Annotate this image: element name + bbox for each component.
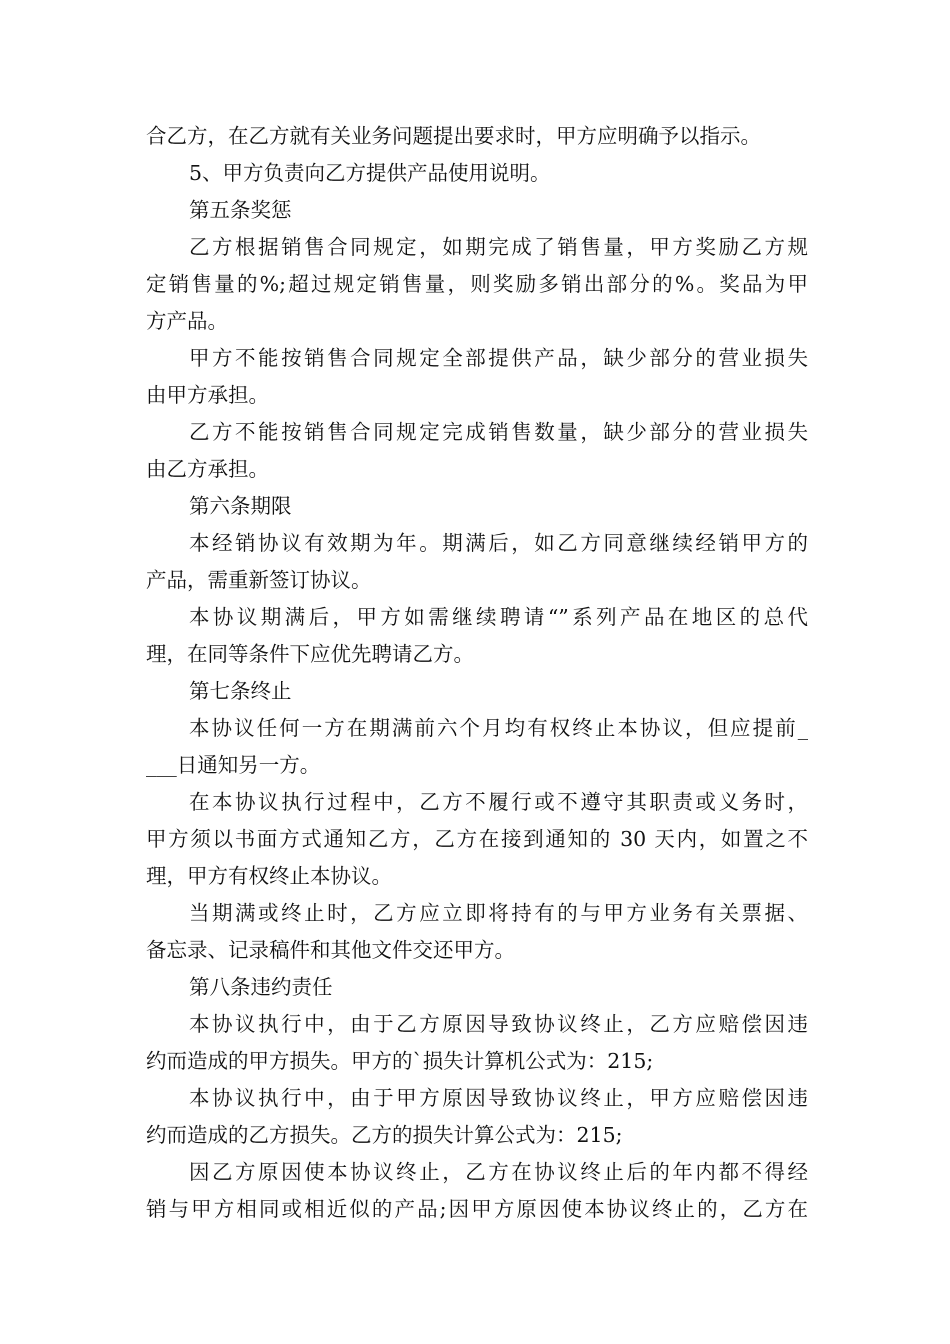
text-line: 由甲方承担。 <box>146 383 269 407</box>
text-line: 方产品。 <box>146 309 228 333</box>
text-line: 理，在同等条件下应优先聘请乙方。 <box>146 642 474 666</box>
text-line: 由乙方承担。 <box>146 457 269 481</box>
text-line: 本经销协议有效期为年。期满后，如乙方同意继续经销甲方的 <box>189 531 808 555</box>
list-item: 5、甲方负责向乙方提供产品使用说明。 <box>189 161 551 185</box>
text-line: 甲方须以书面方式通知乙方，乙方在接到通知的 30 天内，如置之不 <box>146 827 808 851</box>
section-heading: 第八条违约责任 <box>189 975 333 999</box>
text-line: 约而造成的乙方损失。乙方的损失计算公式为：215; <box>146 1123 623 1147</box>
text-line: 本协议执行中，由于乙方原因导致协议终止，乙方应赔偿因违 <box>189 1012 808 1036</box>
section-heading: 第七条终止 <box>189 679 292 703</box>
text-line: 约而造成的甲方损失。甲方的`损失计算机公式为：215; <box>146 1049 654 1073</box>
text-line: 乙方不能按销售合同规定完成销售数量，缺少部分的营业损失 <box>189 420 808 444</box>
text-line: 乙方根据销售合同规定，如期完成了销售量，甲方奖励乙方规 <box>189 235 808 259</box>
text-line: 甲方不能按销售合同规定全部提供产品，缺少部分的营业损失 <box>189 346 808 370</box>
text-line: 定销售量的%;超过规定销售量，则奖励多销出部分的%。奖品为甲 <box>146 272 808 296</box>
text-line: 在本协议执行过程中，乙方不履行或不遵守其职责或义务时， <box>189 790 808 814</box>
text-line: 当期满或终止时，乙方应立即将持有的与甲方业务有关票据、 <box>189 901 808 925</box>
text-line: 销与甲方相同或相近似的产品;因甲方原因使本协议终止的，乙方在 <box>146 1197 808 1221</box>
text-line: 因乙方原因使本协议终止，乙方在协议终止后的年内都不得经 <box>189 1160 808 1184</box>
text-line: 本协议期满后，甲方如需继续聘请“”系列产品在地区的总代 <box>189 605 808 629</box>
section-heading: 第六条期限 <box>189 494 292 518</box>
text-line: 产品，需重新签订协议。 <box>146 568 372 592</box>
text-line: 本协议任何一方在期满前六个月均有权终止本协议，但应提前_ <box>189 716 808 740</box>
text-line: 理，甲方有权终止本协议。 <box>146 864 392 888</box>
text-line: 合乙方，在乙方就有关业务问题提出要求时，甲方应明确予以指示。 <box>146 124 761 148</box>
document-page <box>146 118 808 1228</box>
section-heading: 第五条奖惩 <box>189 198 292 222</box>
text-line: ___日通知另一方。 <box>146 753 321 777</box>
text-line: 备忘录、记录稿件和其他文件交还甲方。 <box>146 938 515 962</box>
text-line: 本协议执行中，由于甲方原因导致协议终止，甲方应赔偿因违 <box>189 1086 808 1110</box>
